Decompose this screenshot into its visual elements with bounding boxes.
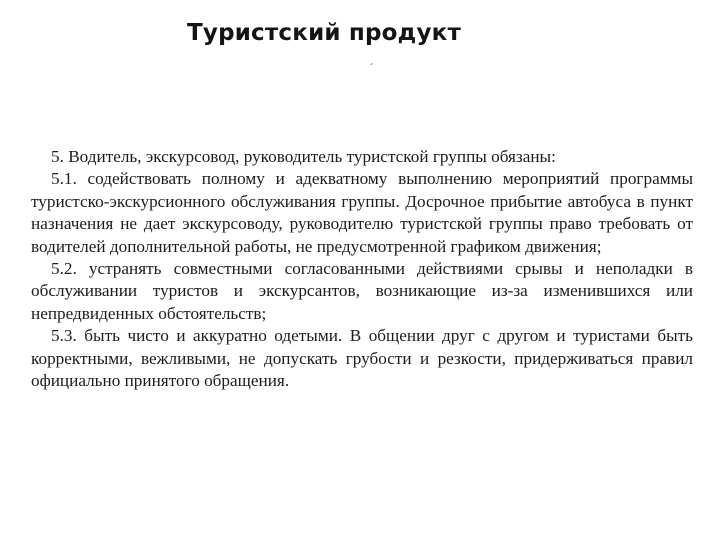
paragraph-5-1: 5.1. содействовать полному и адекватному выполнению мероприятий программы туристско-экскурсионного обслуживания группы. Досрочное прибытие автобуса в пункт назначения не дает экскурсоводу, руководителю туристской группы право требовать от водителей дополнительной работы, не предусмотренной графиком движения; [31, 169, 693, 256]
paragraph-5-3: 5.3. быть чисто и аккуратно одетыми. В общении друг с другом и туристами быть корректными, вежливыми, не допускать грубости и резкости, придерживаться правил официально принятого обращения. [31, 326, 693, 391]
stray-mark: ˏ [369, 56, 374, 66]
document-text [31, 146, 693, 392]
paragraph-5-2: 5.2. устранять совместными согласованными действиями срывы и неполадки в обслуживании туристов и экскурсантов, возникающие из-за изменившихся или непредвиденных обстоятельств; [31, 259, 693, 323]
paragraph-5: 5. Водитель, экскурсовод, руководитель туристской группы обязаны: [51, 147, 556, 166]
slide-title: Туристский продукт [187, 20, 461, 46]
